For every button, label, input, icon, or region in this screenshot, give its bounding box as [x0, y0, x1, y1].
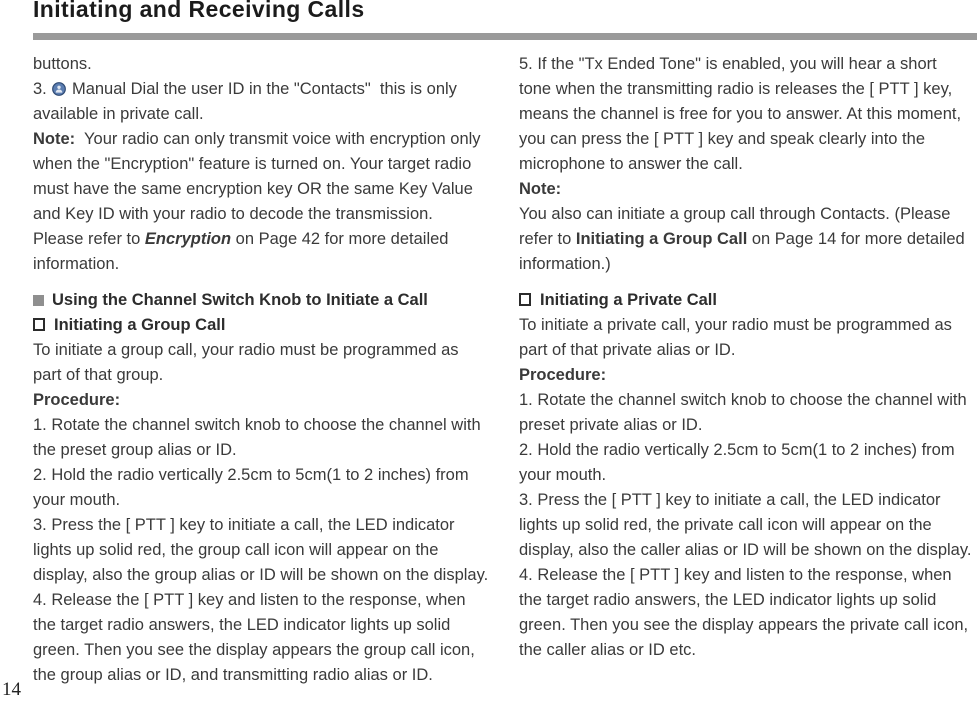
right-column: [519, 52, 977, 663]
text-line: the caller alias or ID etc.: [519, 641, 696, 659]
text-line: part of that group.: [33, 366, 164, 384]
text-line: 3. Manual Dial the user ID in the "Contacts" this is only: [33, 80, 457, 98]
text-line: [33, 388, 498, 413]
text-line: To initiate a group call, your radio must be programmed as: [33, 341, 459, 359]
text-line: [519, 363, 977, 388]
text-line: lights up solid red, the group call icon will appear on the: [33, 541, 439, 559]
text-run: Initiating a Group Call: [575, 230, 748, 248]
contact-icon: [52, 79, 66, 93]
text-line: lights up solid red, the private call icon will appear on the: [519, 516, 932, 534]
text-line: 5. If the "Tx Ended Tone" is enabled, you will hear a short: [519, 55, 937, 73]
text-line: you can press the [ PTT ] key and speak clearly into the: [519, 130, 925, 148]
text-line: Please refer to Encryption on Page 42 for more detailed: [33, 230, 449, 248]
text-line: 4. Release the [ PTT ] key and listen to the response, when: [33, 591, 466, 609]
text-line: your mouth.: [519, 466, 607, 484]
section-heading: Using the Channel Switch Knob to Initiate a Call: [33, 288, 498, 313]
text-run: Procedure:: [33, 391, 121, 409]
subsection-heading: Initiating a Private Call: [519, 288, 977, 313]
page-title: Initiating and Receiving Calls: [33, 0, 365, 22]
text-line: preset private alias or ID.: [519, 416, 703, 434]
text-line: buttons.: [33, 55, 92, 73]
text-line: must have the same encryption key OR the same Key Value: [33, 180, 473, 198]
text-line: green. Then you see the display appears the private call icon,: [519, 616, 969, 634]
text-line: means the channel is free for you to answer. At this moment,: [519, 105, 962, 123]
left-column: [33, 52, 498, 688]
text-line: information.): [519, 255, 611, 273]
text-line: 3. Press the [ PTT ] key to initiate a call, the LED indicator: [519, 491, 941, 509]
text-run: Note:: [33, 130, 76, 148]
text-line: your mouth.: [33, 491, 121, 509]
text-line: and Key ID with your radio to decode the transmission.: [33, 205, 433, 223]
text-line: information.: [33, 255, 120, 273]
text-line: You also can initiate a group call through Contacts. (Please: [519, 205, 951, 223]
text-line: the preset group alias or ID.: [33, 441, 237, 459]
text-run: Procedure:: [519, 366, 607, 384]
text-line: 2. Hold the radio vertically 2.5cm to 5cm(1 to 2 inches) from: [519, 441, 955, 459]
text-line: 3. Press the [ PTT ] key to initiate a call, the LED indicator: [33, 516, 455, 534]
text-run: Note:: [519, 180, 562, 198]
text-line: green. Then you see the display appears the group call icon,: [33, 641, 475, 659]
text-line: the target radio answers, the LED indicator lights up solid: [519, 591, 937, 609]
text-line: the group alias or ID, and transmitting radio alias or ID.: [33, 666, 433, 684]
text-line: available in private call.: [33, 105, 204, 123]
text-line: tone when the transmitting radio is releases the [ PTT ] key,: [519, 80, 953, 98]
subsection-heading: Initiating a Group Call: [33, 313, 498, 338]
text-line: 1. Rotate the channel switch knob to choose the channel with: [519, 391, 967, 409]
text-line: 4. Release the [ PTT ] key and listen to the response, when: [519, 566, 952, 584]
text-line: 1. Rotate the channel switch knob to choose the channel with: [33, 416, 481, 434]
text-line: 2. Hold the radio vertically 2.5cm to 5cm(1 to 2 inches) from: [33, 466, 469, 484]
text-line: the target radio answers, the LED indicator lights up solid: [33, 616, 451, 634]
title-rule: [33, 33, 977, 40]
open-square-icon: [519, 293, 531, 306]
open-square-icon: [33, 318, 45, 331]
text-line: refer to Initiating a Group Call on Page 14 for more detailed: [519, 230, 965, 248]
text-line: part of that private alias or ID.: [519, 341, 736, 359]
text-line: Note: Your radio can only transmit voice with encryption only: [33, 130, 481, 148]
text-line: microphone to answer the call.: [519, 155, 743, 173]
text-line: display, also the group alias or ID will be shown on the display.: [33, 566, 489, 584]
text-line: display, also the caller alias or ID will be shown on the display.: [519, 541, 972, 559]
filled-square-icon: [33, 295, 44, 306]
text-run: Encryption: [144, 230, 232, 248]
text-line: [519, 177, 977, 202]
page-number: 14: [2, 679, 21, 700]
text-line: when the "Encryption" feature is turned on. Your target radio: [33, 155, 472, 173]
text-line: To initiate a private call, your radio must be programmed as: [519, 316, 952, 334]
